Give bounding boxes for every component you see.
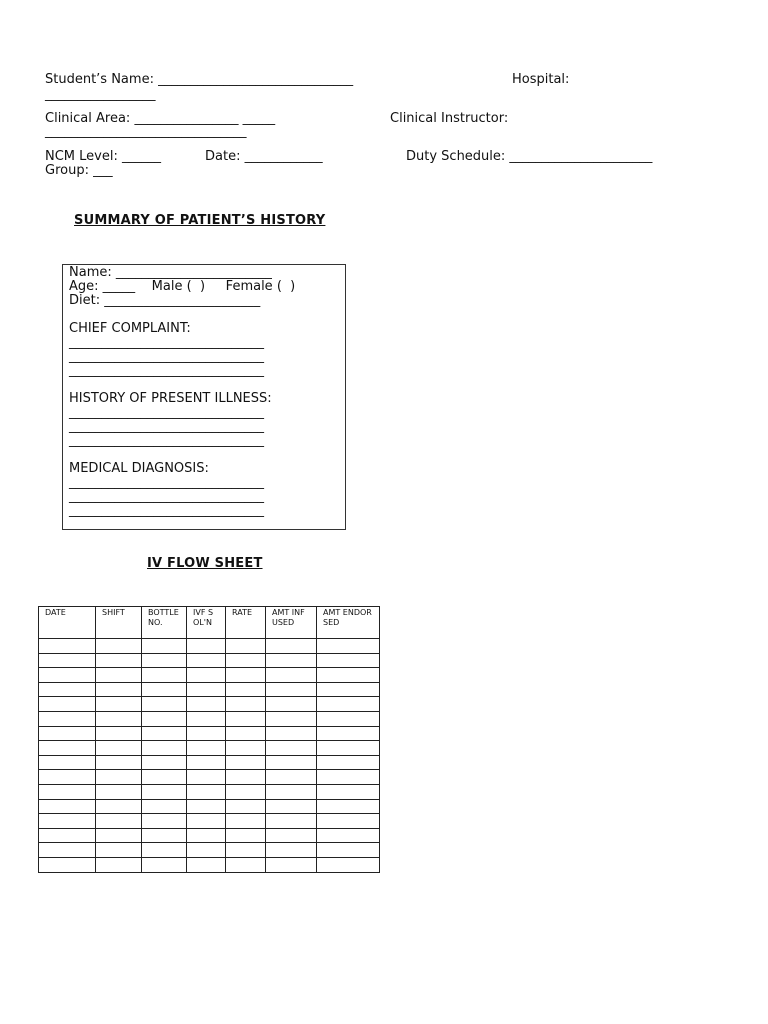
table-cell[interactable] [96,697,142,712]
table-cell[interactable] [317,814,380,829]
table-cell[interactable] [187,799,226,814]
table-cell[interactable] [317,784,380,799]
hospital-label: Hospital: [512,72,570,87]
table-cell[interactable] [39,639,96,654]
table-cell[interactable] [317,828,380,843]
table-cell[interactable] [226,682,266,697]
table-cell[interactable] [96,843,142,858]
table-cell[interactable] [39,799,96,814]
table-cell[interactable] [266,843,317,858]
table-cell[interactable] [317,697,380,712]
table-row [39,697,380,712]
table-cell[interactable] [142,799,187,814]
table-row [39,799,380,814]
table-cell[interactable] [39,857,96,872]
table-cell[interactable] [142,668,187,683]
table-row [39,711,380,726]
date-field: Date: ____________ [205,149,323,164]
table-cell[interactable] [142,843,187,858]
table-cell[interactable] [142,711,187,726]
hpi-line: ______________________________ [69,419,264,434]
patient-age-sex-field: Age: _____ Male ( ) Female ( ) [69,279,296,294]
chief-complaint-line: ______________________________ [69,349,264,364]
table-cell[interactable] [142,639,187,654]
table-cell[interactable] [187,784,226,799]
table-cell[interactable] [96,857,142,872]
table-cell[interactable] [226,668,266,683]
medical-diagnosis-label: MEDICAL DIAGNOSIS: [69,461,209,476]
hpi-label: HISTORY OF PRESENT ILLNESS: [69,391,272,406]
patient-diet-field: Diet: ________________________ [69,293,261,308]
table-cell[interactable] [226,711,266,726]
table-cell[interactable] [266,653,317,668]
table-cell[interactable] [39,843,96,858]
table-cell[interactable] [142,653,187,668]
table-cell[interactable] [266,828,317,843]
table-cell[interactable] [317,799,380,814]
table-cell[interactable] [96,711,142,726]
clinical-instructor-label: Clinical Instructor: [390,111,509,126]
table-cell[interactable] [317,770,380,785]
table-cell[interactable] [187,843,226,858]
table-row [39,843,380,858]
column-header-bottle-no: BOTTLE NO. [142,607,187,639]
table-cell[interactable] [226,784,266,799]
table-row [39,828,380,843]
table-cell[interactable] [142,814,187,829]
table-cell[interactable] [266,711,317,726]
table-cell[interactable] [226,741,266,756]
table-cell[interactable] [142,828,187,843]
table-cell[interactable] [226,828,266,843]
group-field: Group: ___ [45,163,113,178]
table-cell[interactable] [226,653,266,668]
table-cell[interactable] [317,857,380,872]
summary-title: SUMMARY OF PATIENT’S HISTORY [74,213,326,228]
table-cell[interactable] [266,639,317,654]
table-cell[interactable] [39,697,96,712]
table-cell[interactable] [96,828,142,843]
table-cell[interactable] [39,755,96,770]
column-header-ivf-soln: IVF SOL'N [187,607,226,639]
table-cell[interactable] [39,741,96,756]
table-cell[interactable] [39,814,96,829]
table-cell[interactable] [266,799,317,814]
table-cell[interactable] [266,668,317,683]
table-row [39,784,380,799]
table-cell[interactable] [96,653,142,668]
column-header-date: DATE [39,607,96,639]
table-cell[interactable] [96,639,142,654]
table-cell[interactable] [187,726,226,741]
table-row [39,857,380,872]
medical-diagnosis-line: ______________________________ [69,475,264,490]
table-cell[interactable] [39,784,96,799]
table-cell[interactable] [187,814,226,829]
table-cell[interactable] [142,755,187,770]
table-cell[interactable] [266,741,317,756]
table-cell[interactable] [226,799,266,814]
table-cell[interactable] [317,653,380,668]
table-cell[interactable] [317,741,380,756]
table-cell[interactable] [226,770,266,785]
table-cell[interactable] [266,770,317,785]
table-row [39,682,380,697]
column-header-amt-endorsed: AMT ENDORSED [317,607,380,639]
table-cell[interactable] [142,770,187,785]
hpi-line: ______________________________ [69,405,264,420]
table-cell[interactable] [266,814,317,829]
table-cell[interactable] [317,711,380,726]
hpi-line: ______________________________ [69,433,264,448]
clinical-area-line: _______________________________ [45,124,247,139]
table-row [39,755,380,770]
table-row [39,653,380,668]
iv-table-body [39,639,380,873]
table-cell[interactable] [142,682,187,697]
table-cell[interactable] [96,682,142,697]
column-header-amt-infused: AMT INFUSED [266,607,317,639]
table-cell[interactable] [317,682,380,697]
iv-flow-sheet-title: IV FLOW SHEET [147,556,263,571]
table-cell[interactable] [187,668,226,683]
table-cell[interactable] [317,639,380,654]
table-cell[interactable] [39,682,96,697]
table-cell[interactable] [142,697,187,712]
table-cell[interactable] [39,668,96,683]
table-cell[interactable] [266,784,317,799]
table-cell[interactable] [96,668,142,683]
table-cell[interactable] [142,726,187,741]
patient-name-field: Name: ________________________ [69,265,272,280]
table-cell[interactable] [96,726,142,741]
chief-complaint-line: ______________________________ [69,335,264,350]
table-cell[interactable] [226,639,266,654]
column-header-shift: SHIFT [96,607,142,639]
table-cell[interactable] [39,711,96,726]
table-cell[interactable] [226,814,266,829]
table-cell[interactable] [187,639,226,654]
student-name-field: Student’s Name: ______________________________ [45,72,354,87]
table-cell[interactable] [96,784,142,799]
column-header-rate: RATE [226,607,266,639]
table-cell[interactable] [39,770,96,785]
table-cell[interactable] [317,668,380,683]
table-cell[interactable] [142,784,187,799]
table-cell[interactable] [187,828,226,843]
table-cell[interactable] [187,711,226,726]
table-cell[interactable] [142,741,187,756]
table-cell[interactable] [96,770,142,785]
table-cell[interactable] [187,741,226,756]
table-cell[interactable] [39,828,96,843]
table-cell[interactable] [39,726,96,741]
table-cell[interactable] [187,682,226,697]
table-cell[interactable] [142,857,187,872]
hospital-line: _________________ [45,87,156,102]
table-cell[interactable] [187,697,226,712]
table-cell[interactable] [226,755,266,770]
ncm-level-field: NCM Level: ______ [45,149,161,164]
table-cell[interactable] [266,755,317,770]
table-cell[interactable] [266,726,317,741]
table-row [39,770,380,785]
table-cell[interactable] [226,697,266,712]
medical-diagnosis-line: ______________________________ [69,503,264,518]
duty-schedule-field: Duty Schedule: ______________________ [406,149,653,164]
table-cell[interactable] [317,843,380,858]
table-cell[interactable] [266,857,317,872]
table-cell[interactable] [96,814,142,829]
iv-table-header-row [39,607,380,639]
iv-flow-table [38,606,380,873]
table-cell[interactable] [266,697,317,712]
table-row [39,741,380,756]
table-cell[interactable] [187,770,226,785]
table-cell[interactable] [266,682,317,697]
table-cell[interactable] [96,755,142,770]
table-cell[interactable] [187,653,226,668]
chief-complaint-label: CHIEF COMPLAINT: [69,321,191,336]
clinical-area-field: Clinical Area: ________________ _____ [45,111,276,126]
table-cell[interactable] [317,726,380,741]
table-cell[interactable] [226,726,266,741]
medical-diagnosis-line: ______________________________ [69,489,264,504]
table-cell[interactable] [187,755,226,770]
table-row [39,639,380,654]
table-row [39,726,380,741]
table-cell[interactable] [96,799,142,814]
table-cell[interactable] [39,653,96,668]
table-row [39,814,380,829]
table-cell[interactable] [226,843,266,858]
table-cell[interactable] [317,755,380,770]
table-cell[interactable] [187,857,226,872]
chief-complaint-line: ______________________________ [69,363,264,378]
table-row [39,668,380,683]
patient-history-box [62,264,346,530]
table-cell[interactable] [226,857,266,872]
table-cell[interactable] [96,741,142,756]
